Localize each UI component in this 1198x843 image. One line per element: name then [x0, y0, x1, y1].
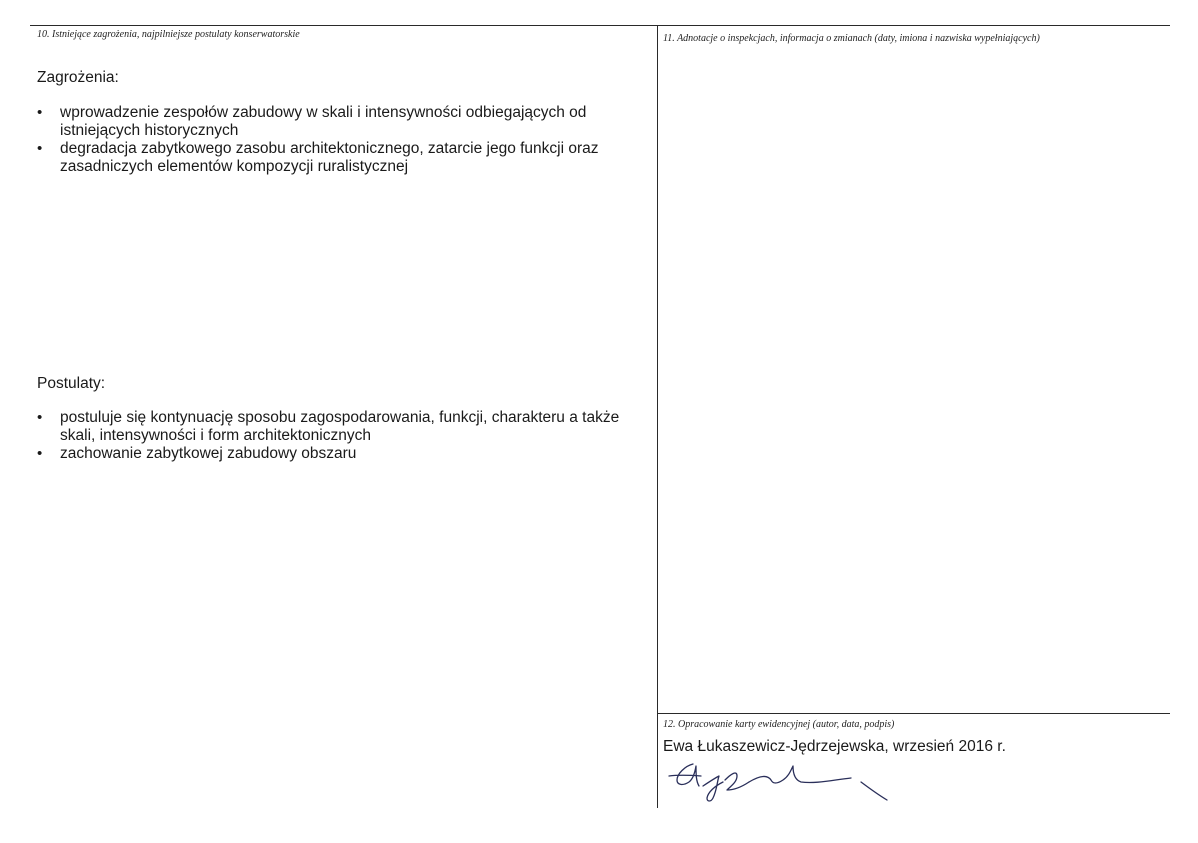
handwritten-signature-icon	[665, 756, 905, 806]
postulate-text: zachowanie zabytkowej zabudowy obszaru	[60, 445, 357, 462]
section-12-caption: 12. Opracowanie karty ewidencyjnej (autor, data, podpis)	[663, 719, 895, 730]
threat-text: wprowadzenie zespołów zabudowy w skali i intensywności odbiegających od istniejących historycznych	[60, 104, 587, 139]
postulates-list	[37, 409, 657, 463]
bullet-icon: •	[37, 104, 43, 121]
section-10-caption: 10. Istniejące zagrożenia, najpilniejsze postulaty konserwatorskie	[37, 29, 300, 40]
top-border-line	[30, 25, 1170, 26]
postulates-heading: Postulaty:	[37, 375, 106, 392]
postulate-item	[37, 409, 657, 445]
section-11-caption: 11. Adnotacje o inspekcjach, informacja o zmianach (daty, imiona i nazwiska wypełniających)	[663, 33, 1040, 44]
column-divider	[657, 25, 658, 808]
postulate-text: postuluje się kontynuację sposobu zagospodarowania, funkcji, charakteru a także skali, intensywności i form architektonicznych	[60, 409, 620, 444]
author-line: Ewa Łukaszewicz-Jędrzejewska, wrzesień 2016 r.	[663, 738, 1006, 755]
bullet-icon: •	[37, 140, 43, 157]
threat-text: degradacja zabytkowego zasobu architektonicznego, zatarcie jego funkcji oraz zasadniczych elementów kompozycji ruralistycznej	[60, 140, 599, 175]
threat-item	[37, 140, 657, 176]
threat-item	[37, 104, 657, 140]
postulate-item	[37, 445, 657, 463]
bullet-icon: •	[37, 409, 43, 426]
threats-list	[37, 104, 657, 176]
section-12-separator	[657, 713, 1170, 714]
bullet-icon: •	[37, 445, 43, 462]
threats-heading: Zagrożenia:	[37, 69, 119, 86]
